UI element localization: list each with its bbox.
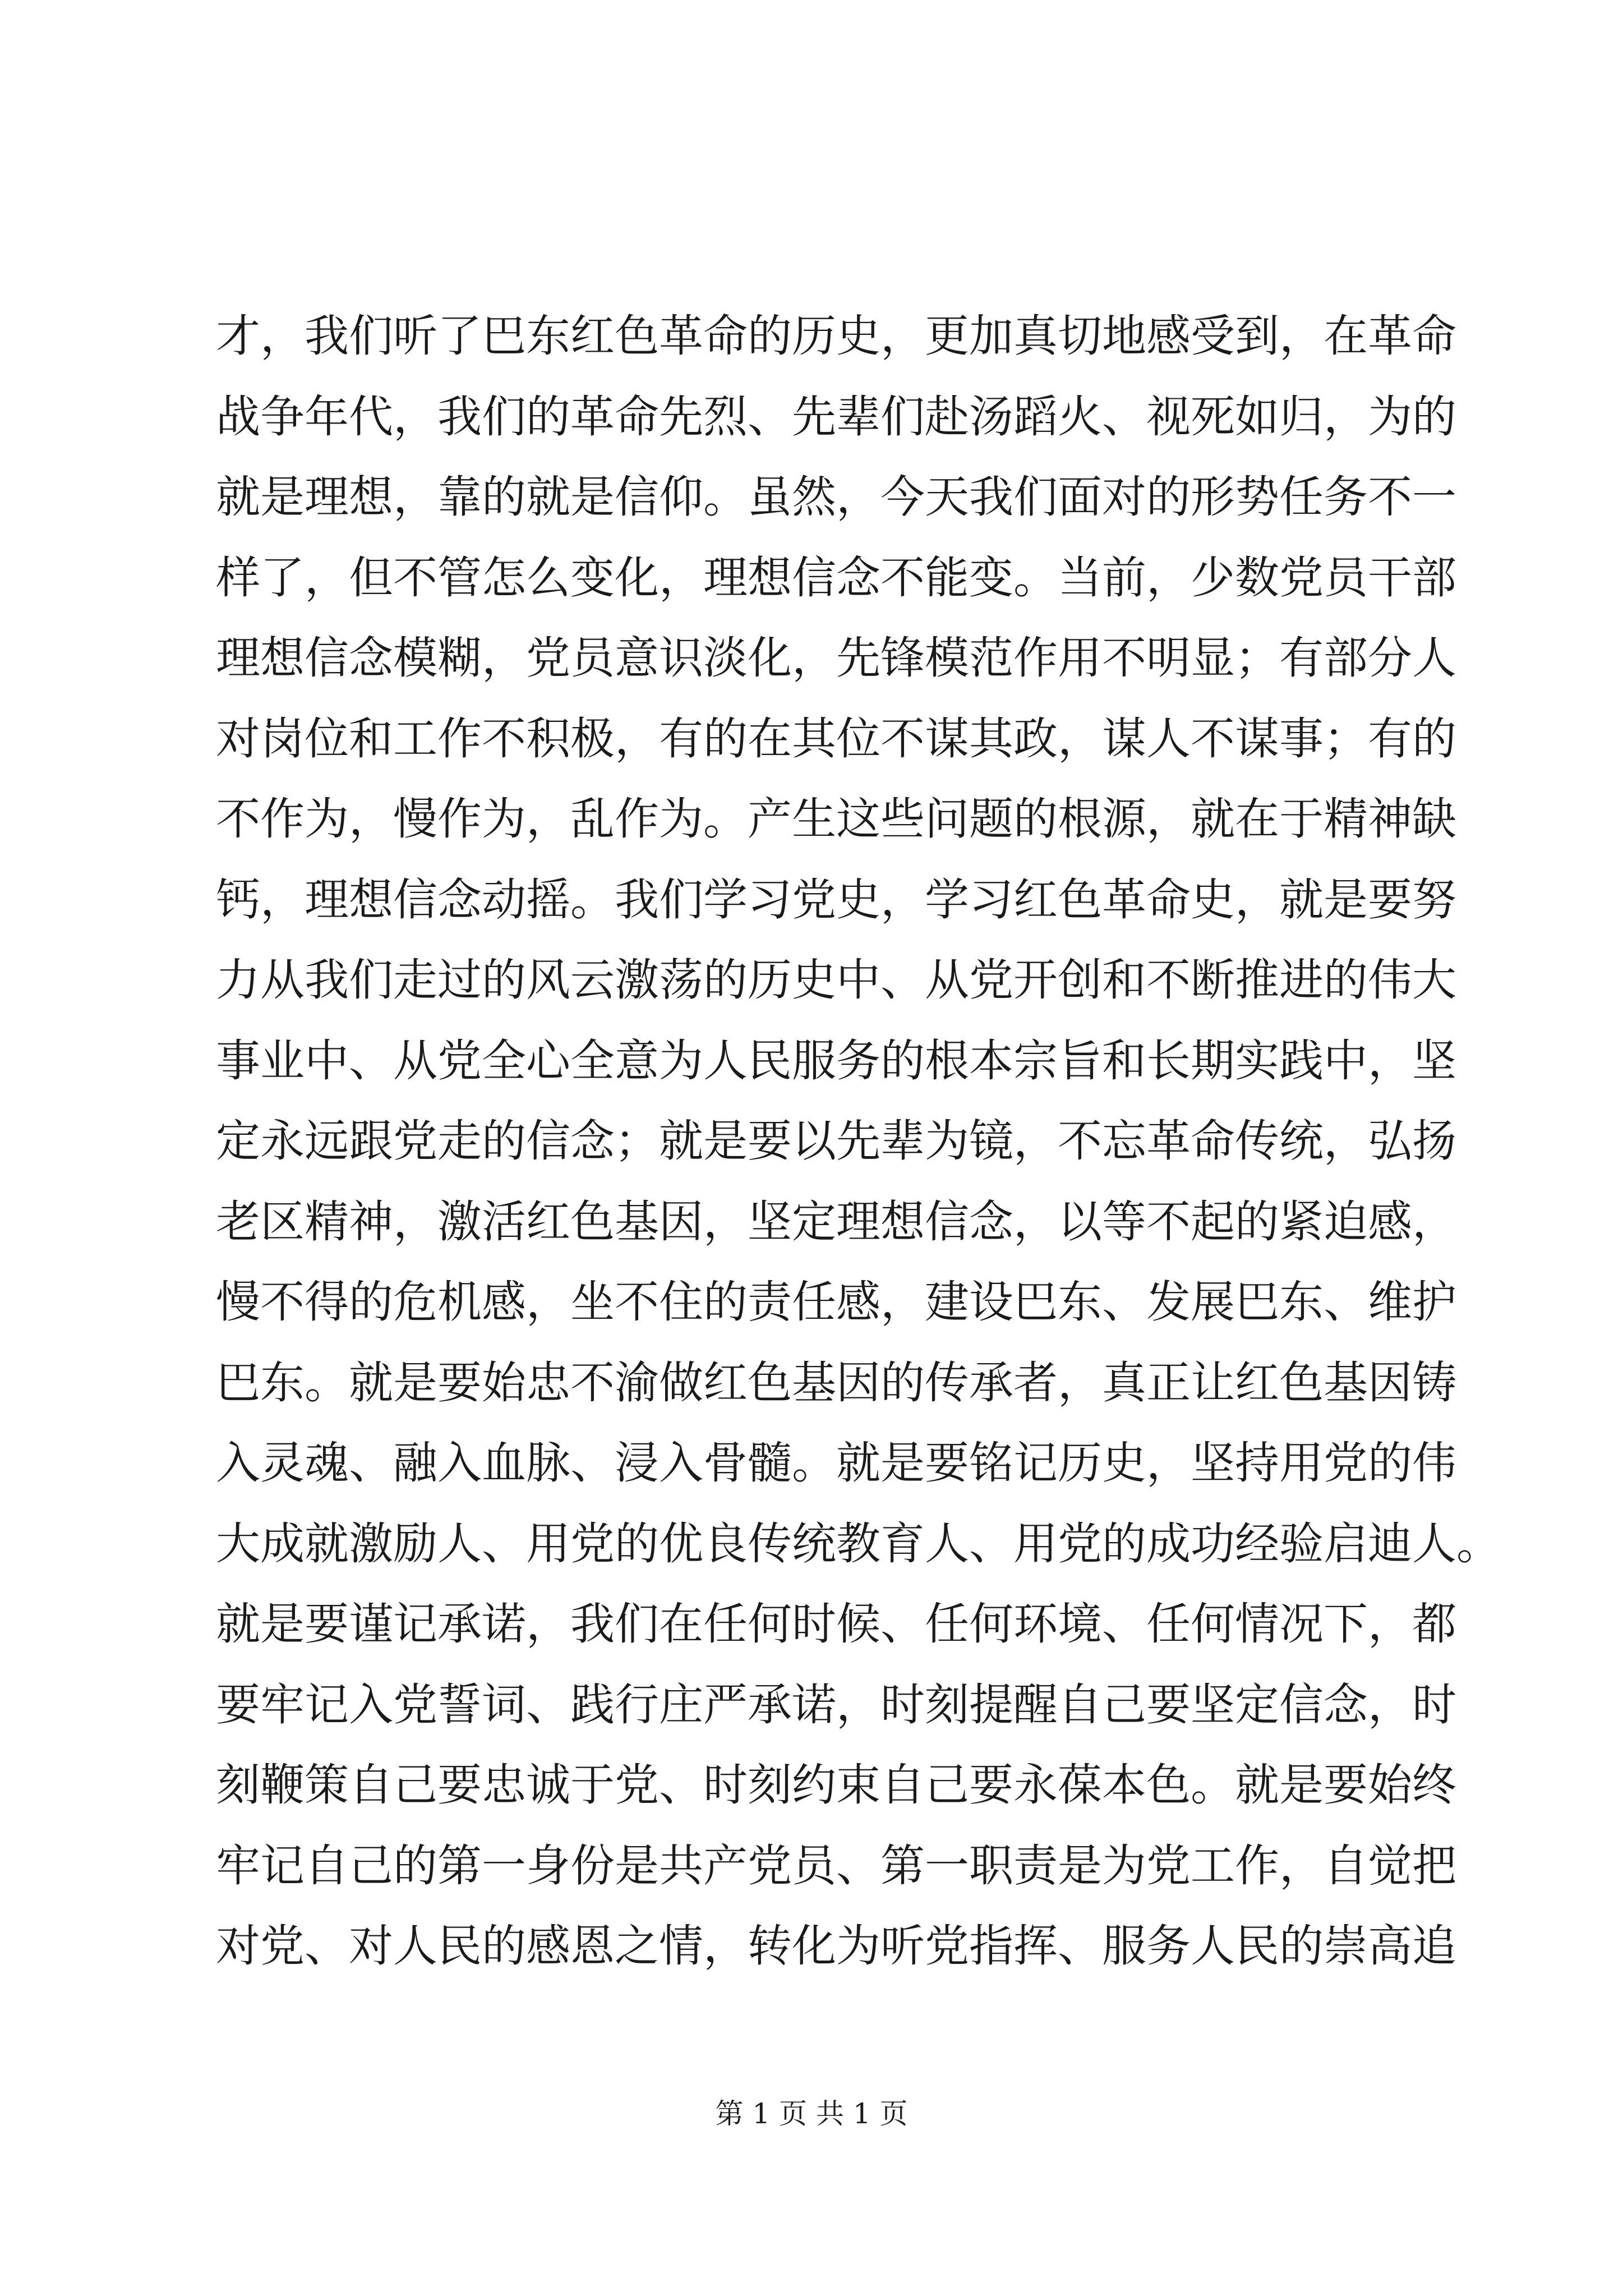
text-line: 事业中、从党全心全意为人民服务的根本宗旨和长期实践中，坚 [216, 1034, 1456, 1087]
text-line: 对岗位和工作不积极，有的在其位不谋其政，谋人不谋事；有的 [216, 712, 1456, 765]
text-line: 定永远跟党走的信念；就是要以先辈为镜，不忘革命传统，弘扬 [216, 1115, 1456, 1167]
text-line: 样了，但不管怎么变化，理想信念不能变。当前，少数党员干部 [216, 551, 1456, 604]
body-text [216, 296, 1501, 1987]
text-line: 战争年代，我们的革命先烈、先辈们赴汤蹈火、视死如归，为的 [216, 390, 1456, 443]
text-line: 就是理想，靠的就是信仰。虽然，今天我们面对的形势任务不一 [216, 471, 1456, 523]
text-line: 刻鞭策自己要忠诚于党、时刻约束自己要永葆本色。就是要始终 [216, 1759, 1456, 1811]
text-line: 大成就激励人、用党的优良传统教育人、用党的成功经验启迪人。 [216, 1517, 1501, 1570]
text-line: 就是要谨记承诺，我们在任何时候、任何环境、任何情况下，都 [216, 1598, 1456, 1650]
text-line: 不作为，慢作为，乱作为。产生这些问题的根源，就在于精神缺 [216, 793, 1456, 845]
text-line: 对党、对人民的感恩之情，转化为听党指挥、服务人民的崇高追 [216, 1920, 1456, 1972]
text-line: 要牢记入党誓词、践行庄严承诺，时刻提醒自己要坚定信念，时 [216, 1678, 1456, 1731]
text-line: 慢不得的危机感，坐不住的责任感，建设巴东、发展巴东、维护 [216, 1276, 1456, 1328]
text-line: 才，我们听了巴东红色革命的历史，更加真切地感受到，在革命 [216, 310, 1456, 362]
text-line: 巴东。就是要始忠不渝做红色基因的传承者，真正让红色基因铸 [216, 1356, 1456, 1409]
text-line: 钙，理想信念动摇。我们学习党史，学习红色革命史，就是要努 [216, 873, 1456, 926]
text-line: 理想信念模糊，党员意识淡化，先锋模范作用不明显；有部分人 [216, 632, 1456, 684]
text-line: 牢记自己的第一身份是共产党员、第一职责是为党工作，自觉把 [216, 1839, 1456, 1892]
text-line: 老区精神，激活红色基因，坚定理想信念，以等不起的紧迫感， [216, 1195, 1456, 1248]
text-line: 力从我们走过的风云激荡的历史中、从党开创和不断推进的伟大 [216, 954, 1456, 1006]
page-number-footer: 第 1 页 共 1 页 [715, 2097, 908, 2130]
text-line: 入灵魂、融入血脉、浸入骨髓。就是要铭记历史，坚持用党的伟 [216, 1437, 1456, 1489]
